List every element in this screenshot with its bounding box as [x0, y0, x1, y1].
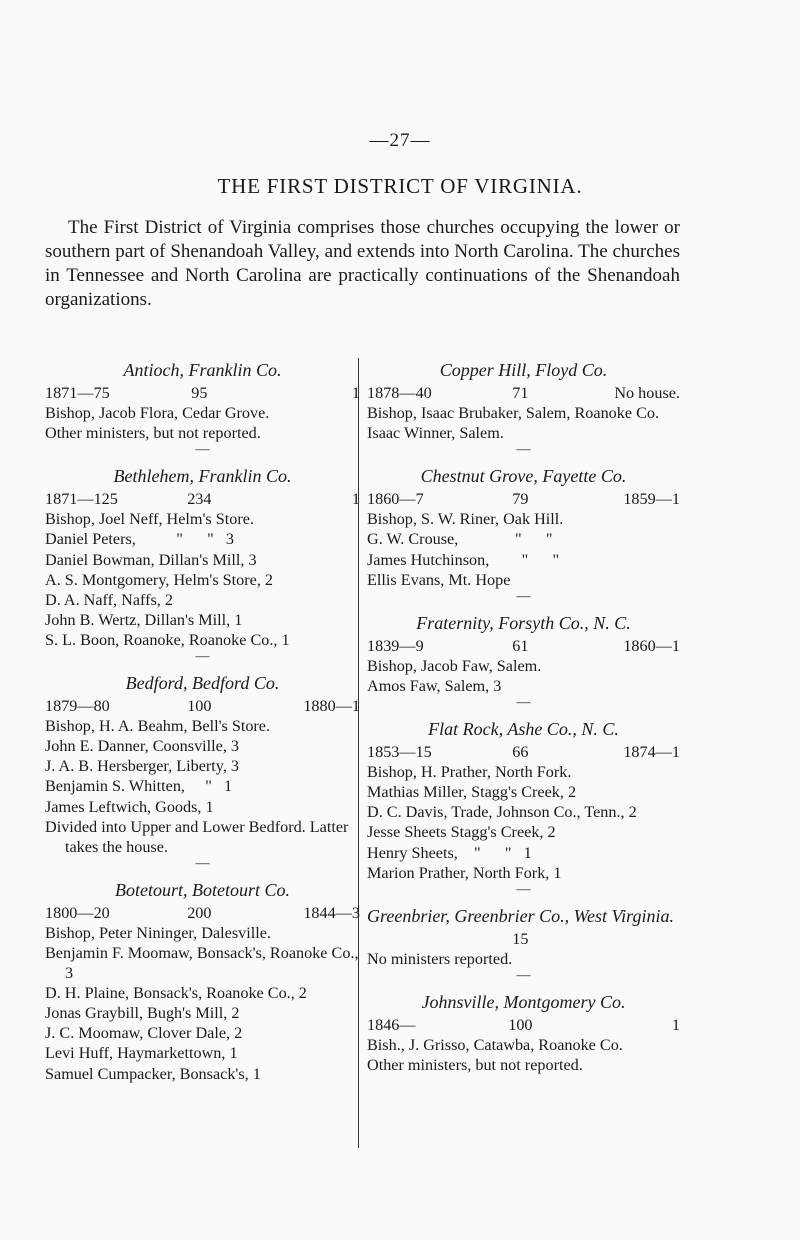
separator: —: [195, 442, 210, 458]
minister-entry: Other ministers, but not reported.: [45, 424, 261, 443]
minister-entry: James Leftwich, Goods, 1: [45, 797, 214, 816]
founded-members: 1871—125: [45, 490, 118, 509]
minister-entry: Marion Prather, North Fork, 1: [367, 863, 562, 882]
church-heading: Flat Rock, Ashe Co., N. C.: [428, 719, 619, 740]
houses: 1: [351, 384, 360, 402]
founded-members: 1879—80: [45, 697, 110, 716]
membership: 100: [508, 1015, 533, 1034]
minister-entry: Amos Faw, Salem, 3: [367, 676, 502, 695]
founded-members: 1871—75: [45, 384, 110, 402]
church-entry: [45, 672, 360, 873]
founded-members: 1800—20: [45, 903, 110, 922]
church-heading: Chestnut Grove, Fayette Co.: [420, 466, 627, 487]
separator: —: [516, 588, 531, 604]
church-stats: [45, 383, 360, 403]
minister-entry: Jesse Sheets Stagg's Creek, 2: [367, 823, 556, 842]
left-column: [45, 353, 360, 1084]
church-heading: Copper Hill, Floyd Co.: [439, 360, 608, 380]
membership: 79: [512, 490, 529, 509]
separator: —: [516, 967, 531, 983]
minister-entry: A. S. Montgomery, Helm's Store, 2: [45, 570, 274, 589]
minister-entry: Henry Sheets, " " 1: [367, 843, 532, 862]
minister-entry: Bishop, Joel Neff, Helm's Store.: [45, 510, 254, 529]
church-stats: [367, 383, 680, 403]
church-heading: Johnsville, Montgomery Co.: [421, 991, 626, 1012]
note-entry: Divided into Upper and Lower Bedford. Latter takes the house.: [45, 817, 349, 856]
page-title: THE FIRST DISTRICT OF VIRGINIA.: [217, 174, 583, 198]
minister-entry: Bishop, Jacob Faw, Salem.: [367, 656, 542, 675]
minister-entry: Bish., J. Grisso, Catawba, Roanoke Co.: [367, 1035, 623, 1054]
minister-entry: J. C. Moomaw, Clover Dale, 2: [45, 1024, 243, 1043]
church-stats: [367, 1015, 680, 1035]
church-stats: [45, 903, 360, 923]
founded-members: 1846—: [367, 1015, 416, 1034]
founded-members: [367, 929, 486, 949]
minister-entry: Daniel Bowman, Dillan's Mill, 3: [45, 550, 257, 569]
minister-entry: Isaac Winner, Salem.: [367, 424, 504, 443]
minister-entry: D. H. Plaine, Bonsack's, Roanoke Co., 2: [45, 984, 307, 1003]
houses: No house.: [614, 384, 680, 402]
minister-entry: D. C. Davis, Trade, Johnson Co., Tenn., 2: [367, 803, 637, 822]
minister-entry: S. L. Boon, Roanoke, Roanoke Co., 1: [45, 630, 290, 649]
church-entry: [45, 465, 360, 666]
minister-entry: John E. Danner, Coonsville, 3: [45, 737, 240, 756]
membership: 234: [187, 490, 212, 509]
church-entry: [367, 465, 680, 605]
church-stats: [45, 696, 360, 716]
membership: 71: [512, 384, 529, 402]
membership: 61: [512, 636, 529, 655]
houses: 1859—1: [623, 490, 680, 509]
church-entry: [367, 991, 680, 1075]
church-stats: [367, 489, 680, 509]
founded-members: 1853—15: [367, 743, 432, 762]
minister-entry: Daniel Peters, " " 3: [45, 530, 235, 549]
right-column: [367, 353, 680, 1075]
separator: —: [195, 649, 210, 665]
church-heading: Fraternity, Forsyth Co., N. C.: [416, 612, 631, 633]
church-stats: [367, 636, 680, 656]
minister-entry: Levi Huff, Haymarkettown, 1: [45, 1044, 238, 1063]
church-entry: [367, 718, 680, 899]
founded-members: 1860—7: [367, 490, 424, 509]
minister-entry: John B. Wertz, Dillan's Mill, 1: [45, 610, 243, 629]
houses: 1: [351, 490, 360, 509]
minister-entry: Bishop, H. Prather, North Fork.: [367, 763, 572, 782]
minister-entry: Bishop, Isaac Brubaker, Salem, Roanoke Co.: [367, 404, 660, 423]
minister-entry: G. W. Crouse, " ": [367, 530, 553, 549]
church-stats: [367, 742, 680, 762]
separator: —: [516, 695, 531, 711]
separator: —: [516, 442, 531, 458]
church-entry: [367, 612, 680, 712]
houses: 1: [671, 1015, 680, 1034]
houses: 1880—1: [303, 697, 360, 716]
church-heading: Antioch, Franklin Co.: [123, 360, 282, 380]
membership: 100: [187, 697, 212, 716]
founded-members: 1878—40: [367, 384, 432, 402]
church-entry: [45, 359, 360, 459]
houses: 1844—3: [303, 903, 360, 922]
minister-entry: Ellis Evans, Mt. Hope: [367, 570, 511, 589]
membership: 15: [512, 929, 529, 948]
church-heading: Botetourt, Botetourt Co.: [115, 879, 290, 900]
minister-entry: D. A. Naff, Naffs, 2: [45, 590, 173, 609]
minister-entry: Bishop, H. A. Beahm, Bell's Store.: [45, 717, 271, 736]
membership: 95: [191, 384, 208, 402]
church-stats: [367, 929, 680, 949]
houses: 1874—1: [623, 743, 680, 762]
note-entry: No ministers reported.: [367, 949, 513, 968]
minister-entry: Bishop, S. W. Riner, Oak Hill.: [367, 510, 564, 529]
minister-entry: Mathias Miller, Stagg's Creek, 2: [367, 783, 577, 802]
minister-entry: Jonas Graybill, Bugh's Mill, 2: [45, 1004, 240, 1023]
houses: 1860—1: [623, 636, 680, 655]
intro-paragraph: The First District of Virginia comprises those churches occupying the lower or southern part of Shenandoah Valley, and extends into North Carolina. The churches in Tennessee and North Carolina are practically continuations of the Shenandoah organizations.: [45, 217, 680, 310]
page-number: —27—: [369, 130, 431, 151]
minister-entry: Bishop, Peter Nininger, Dalesville.: [45, 923, 271, 942]
church-heading: Bedford, Bedford Co.: [125, 673, 280, 694]
minister-entry: J. A. B. Hersberger, Liberty, 3: [45, 757, 240, 776]
minister-entry: Benjamin F. Moomaw, Bonsack's, Roanoke Co., 3: [45, 943, 359, 983]
church-stats: [45, 489, 360, 509]
houses: [555, 929, 680, 949]
church-heading: Bethlehem, Franklin Co.: [113, 466, 292, 487]
separator: —: [516, 881, 531, 897]
minister-entry: James Hutchinson, " ": [367, 550, 560, 569]
church-entry: [45, 879, 360, 1084]
founded-members: 1839—9: [367, 636, 424, 655]
membership: 66: [512, 743, 529, 762]
minister-entry: Benjamin S. Whitten, " 1: [45, 777, 233, 796]
church-heading: Greenbrier, Greenbrier Co., West Virginia.: [367, 905, 674, 926]
minister-entry: Other ministers, but not reported.: [367, 1056, 583, 1075]
church-entry: [367, 359, 680, 459]
minister-entry: Samuel Cumpacker, Bonsack's, 1: [45, 1064, 261, 1083]
church-entry: [367, 905, 680, 985]
minister-entry: Bishop, Jacob Flora, Cedar Grove.: [45, 404, 270, 423]
separator: —: [195, 855, 210, 871]
membership: 200: [187, 903, 212, 922]
